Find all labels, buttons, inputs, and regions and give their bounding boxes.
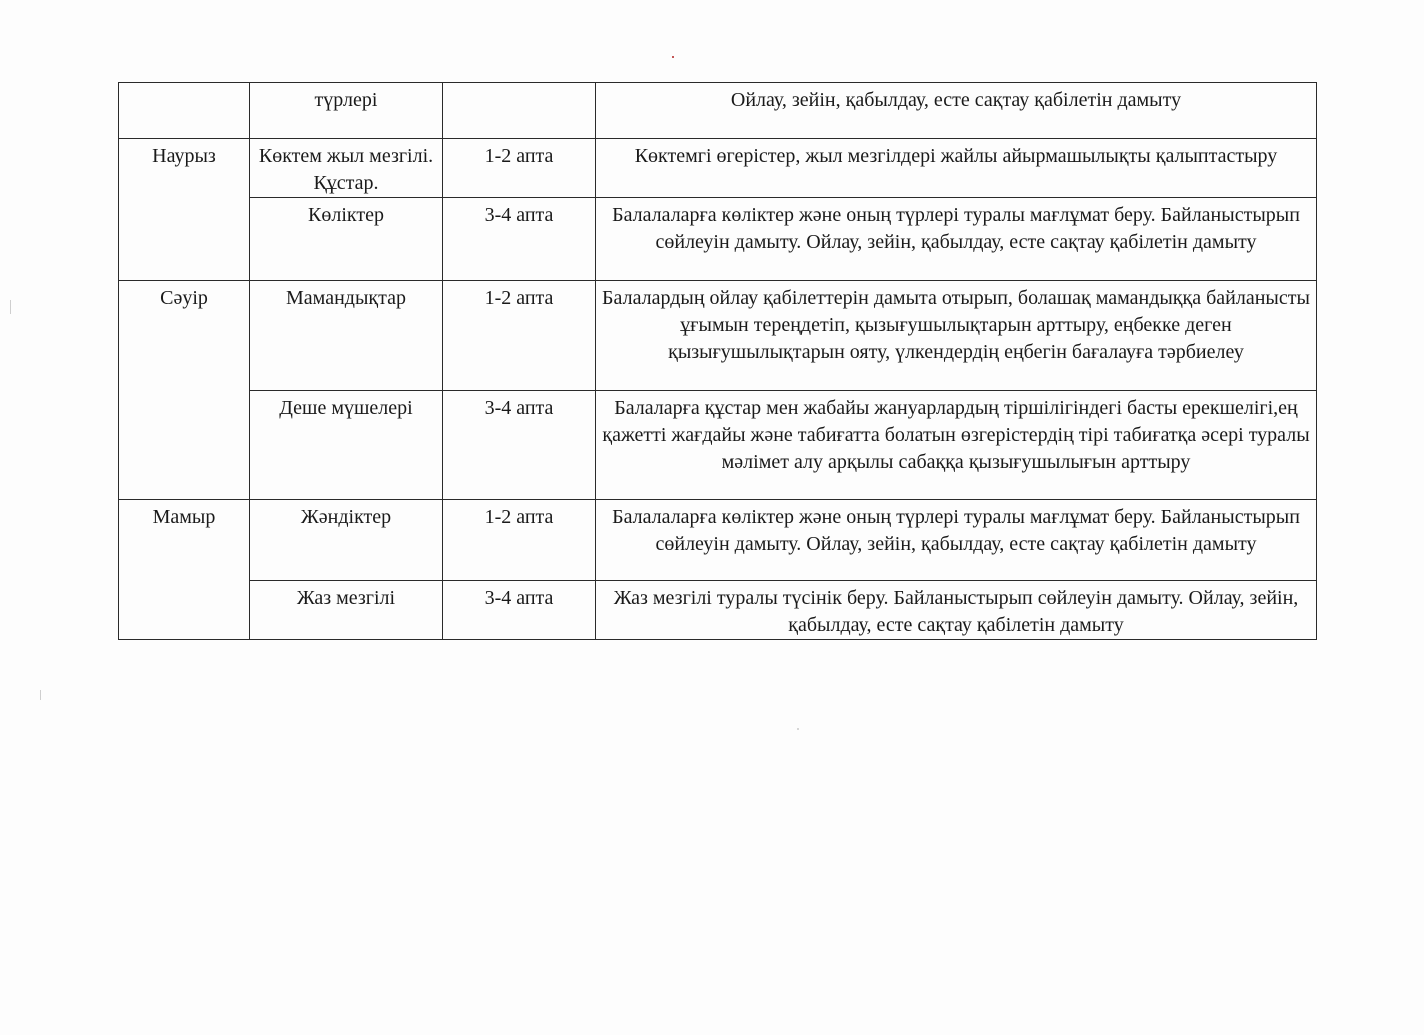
scan-speck [672, 56, 674, 58]
table-row [119, 500, 1317, 581]
weeks-cell: 3-4 апта [443, 581, 596, 640]
topic-cell: Мамандықтар [250, 281, 443, 391]
topic-cell: Көктем жыл мезгілі. Құстар. [250, 139, 443, 198]
weeks-cell: 1-2 апта [443, 500, 596, 581]
goal-cell: Көктемгі өгерістер, жыл мезгілдері жайлы айырмашылықты қалыптастыру [596, 139, 1317, 198]
topic-cell: түрлері [250, 83, 443, 139]
table-row [119, 83, 1317, 139]
weeks-cell: 1-2 апта [443, 281, 596, 391]
scan-speck [797, 728, 799, 730]
table-row [119, 581, 1317, 640]
table-row [119, 281, 1317, 391]
weeks-cell: 3-4 апта [443, 391, 596, 500]
topic-cell: Көліктер [250, 198, 443, 281]
month-cell: Мамыр [119, 500, 250, 640]
topic-cell: Жәндіктер [250, 500, 443, 581]
schedule-table [118, 82, 1317, 640]
table-row [119, 198, 1317, 281]
weeks-cell [443, 83, 596, 139]
goal-cell: Ойлау, зейін, қабылдау, есте сақтау қабілетін дамыту [596, 83, 1317, 139]
scan-mark [10, 300, 11, 314]
month-cell [119, 83, 250, 139]
goal-cell: Балалаларға көліктер және оның түрлері туралы мағлұмат беру. Байланыстырып сөйлеуін дамыту. Ойлау, зейін, қабылдау, есте сақтау қабілетін дамыту [596, 500, 1317, 581]
scan-mark [40, 690, 41, 700]
goal-cell: Балалардың ойлау қабілеттерін дамыта отырып, болашақ мамандыққа байланысты ұғымын тереңдетіп, қызығушылықтарын арттыру, еңбекке деген қызығушылықтарын ояту, үлкендердің еңбегін бағалауға тәрбиелеу [596, 281, 1317, 391]
goal-cell: Балаларға құстар мен жабайы жануарлардың тіршілігіндегі басты ерекшелігі,ең қажетті жағдайы және табиғатта болатын өзгерістердің тірі табиғатқа әсері туралы мәлімет алу арқылы сабаққа қызығушылығын арттыру [596, 391, 1317, 500]
topic-cell: Жаз мезгілі [250, 581, 443, 640]
topic-cell: Деше мүшелері [250, 391, 443, 500]
goal-cell: Жаз мезгілі туралы түсінік беру. Байланыстырып сөйлеуін дамыту. Ойлау, зейін, қабылдау, есте сақтау қабілетін дамыту [596, 581, 1317, 640]
weeks-cell: 3-4 апта [443, 198, 596, 281]
table-row [119, 391, 1317, 500]
month-cell: Наурыз [119, 139, 250, 281]
table-row [119, 139, 1317, 198]
weeks-cell: 1-2 апта [443, 139, 596, 198]
goal-cell: Балалаларға көліктер және оның түрлері туралы мағлұмат беру. Байланыстырып сөйлеуін дамыту. Ойлау, зейін, қабылдау, есте сақтау қабілетін дамыту [596, 198, 1317, 281]
month-cell: Сәуір [119, 281, 250, 500]
